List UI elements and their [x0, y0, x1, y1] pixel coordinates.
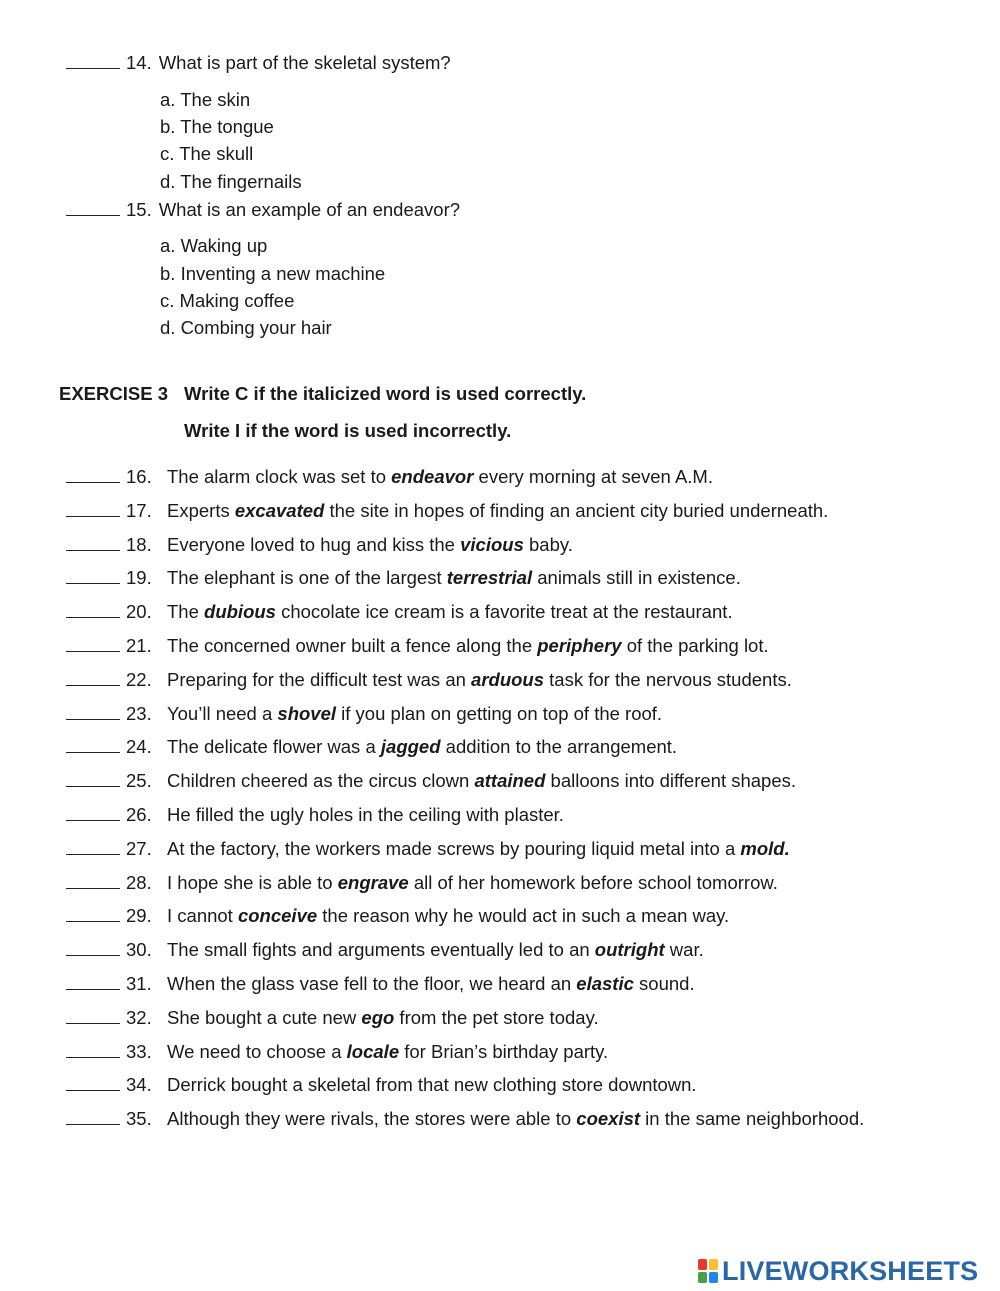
answer-blank[interactable]: [66, 67, 120, 69]
sentence-text: from the pet store today.: [394, 1006, 599, 1028]
vocabulary-word: outright: [594, 939, 665, 961]
item-number: 18.: [126, 533, 152, 555]
sentence-text: The delicate flower was a: [167, 736, 381, 758]
exercise-instruction-correct: Write C if the italicized word is used correctly.: [184, 383, 587, 404]
exercise-item: [66, 567, 741, 589]
exercise-item: [66, 838, 790, 860]
answer-blank[interactable]: [66, 214, 120, 216]
sentence-text: the reason why he would act in such a mean way.: [317, 905, 730, 927]
sentence-text: At the factory, the workers made screws by pouring liquid metal into a: [167, 837, 741, 859]
answer-blank[interactable]: [66, 751, 120, 753]
liveworksheets-logo: [698, 1256, 978, 1287]
answer-blank[interactable]: [66, 920, 120, 922]
exercise-item: [66, 736, 677, 758]
exercise-item: [66, 872, 778, 894]
sentence-text: balloons into different shapes.: [545, 770, 797, 792]
answer-blank[interactable]: [66, 582, 120, 584]
sentence-text: Preparing for the difficult test was an: [167, 668, 472, 690]
exercise-item: [66, 601, 733, 623]
answer-blank[interactable]: [66, 1056, 120, 1058]
sentence-text: of the parking lot.: [621, 635, 769, 656]
vocabulary-word: dubious: [204, 601, 276, 623]
item-number: 17.: [126, 499, 152, 521]
vocabulary-word: mold.: [740, 837, 790, 859]
vocabulary-word: locale: [346, 1040, 400, 1062]
sentence-text: I cannot: [167, 905, 238, 927]
exercise-item: [66, 939, 704, 961]
sentence-text: animals still in existence.: [532, 567, 741, 589]
exercise-item: [66, 1108, 864, 1130]
answer-blank[interactable]: [66, 1089, 120, 1091]
sentence-text: The small fights and arguments eventually led to an: [167, 939, 595, 961]
vocabulary-word: periphery: [537, 635, 622, 656]
vocabulary-word: endeavor: [391, 466, 474, 487]
item-number: 24.: [126, 736, 152, 758]
vocabulary-word: attained: [474, 770, 546, 792]
sentence-text: baby.: [523, 533, 573, 555]
answer-blank[interactable]: [66, 1123, 120, 1125]
exercise-label: EXERCISE 3: [59, 383, 168, 404]
answer-blank[interactable]: [66, 887, 120, 889]
exercise-item: [66, 1074, 697, 1096]
item-number: 30.: [126, 939, 152, 961]
vocabulary-word: vicious: [460, 533, 524, 555]
sentence-text: The alarm clock was set to: [167, 466, 392, 487]
sentence-text: You’ll need a: [167, 702, 278, 724]
sentence-text: The: [167, 601, 205, 623]
answer-blank[interactable]: [66, 853, 120, 855]
sentence-text: war.: [664, 939, 704, 961]
option-d: d. Combing your hair: [160, 317, 332, 338]
option-b: b. The tongue: [160, 116, 274, 137]
vocabulary-word: shovel: [277, 702, 337, 724]
answer-blank[interactable]: [66, 954, 120, 956]
sentence-text: Everyone loved to hug and kiss the: [167, 533, 461, 555]
question-number: 14.: [126, 52, 152, 73]
exercise-item: [66, 1041, 608, 1063]
sentence-text: every morning at seven A.M.: [473, 466, 713, 487]
logo-text: LIVEWORKSHEETS: [722, 1256, 979, 1286]
answer-blank[interactable]: [66, 549, 120, 551]
sentence-text: We need to choose a: [167, 1040, 347, 1062]
item-number: 26.: [126, 804, 152, 825]
exercise-instruction-incorrect: Write I if the word is used incorrectly.: [184, 420, 512, 441]
vocabulary-word: coexist: [576, 1108, 641, 1130]
answer-blank[interactable]: [66, 616, 120, 618]
sentence-text: task for the nervous students.: [544, 668, 792, 690]
answer-blank[interactable]: [66, 785, 120, 787]
answer-blank[interactable]: [66, 988, 120, 990]
answer-blank[interactable]: [66, 684, 120, 686]
option-c: c. Making coffee: [160, 290, 295, 311]
sentence-text: Although they were rivals, the stores were able to: [167, 1108, 577, 1130]
exercise-item: [66, 973, 695, 995]
answer-blank[interactable]: [66, 481, 120, 483]
sentence-text: for Brian’s birthday party.: [399, 1040, 609, 1062]
exercise-item: [66, 1007, 599, 1029]
item-number: 21.: [126, 635, 152, 656]
question-14: [66, 52, 451, 74]
exercise-item: [66, 635, 769, 657]
exercise-item: [66, 669, 792, 691]
vocabulary-word: jagged: [380, 736, 441, 758]
exercise-item: [66, 466, 713, 488]
vocabulary-word: arduous: [471, 668, 545, 690]
sentence-text: chocolate ice cream is a favorite treat at the restaurant.: [275, 601, 733, 623]
vocabulary-word: ego: [361, 1006, 395, 1028]
item-number: 32.: [126, 1006, 152, 1028]
option-b: b. Inventing a new machine: [160, 263, 386, 284]
sentence-text: When the glass vase fell to the floor, we heard an: [167, 973, 577, 994]
item-number: 31.: [126, 973, 152, 994]
sentence-text: The elephant is one of the largest: [167, 567, 447, 589]
sentence-text: She bought a cute new: [167, 1006, 362, 1028]
sentence-text: sound.: [633, 973, 695, 994]
exercise-item: [66, 905, 729, 927]
exercise-item: [66, 770, 796, 792]
sentence-text: Derrick bought a skeletal from that new clothing store downtown.: [167, 1074, 697, 1096]
exercise-item: [66, 804, 564, 826]
option-c: c. The skull: [160, 143, 254, 164]
item-number: 35.: [126, 1108, 152, 1130]
sentence-text: Experts: [167, 499, 235, 521]
sentence-text: if you plan on getting on top of the roof.: [336, 702, 663, 724]
vocabulary-word: conceive: [237, 905, 318, 927]
item-number: 34.: [126, 1074, 152, 1096]
question-number: 15.: [126, 199, 152, 220]
sentence-text: in the same neighborhood.: [640, 1108, 865, 1130]
item-number: 33.: [126, 1040, 152, 1062]
option-a: a. The skin: [160, 89, 251, 110]
answer-blank[interactable]: [66, 1022, 120, 1024]
sentence-text: the site in hopes of finding an ancient city buried underneath.: [324, 499, 829, 521]
vocabulary-word: excavated: [234, 499, 325, 521]
vocabulary-word: elastic: [576, 973, 634, 994]
logo-blocks-icon: [698, 1259, 720, 1285]
question-text: What is an example of an endeavor?: [158, 199, 461, 220]
item-number: 28.: [126, 871, 152, 893]
answer-blank[interactable]: [66, 650, 120, 652]
option-d: d. The fingernails: [160, 171, 302, 192]
question-text: What is part of the skeletal system?: [158, 52, 451, 73]
sentence-text: I hope she is able to: [167, 871, 338, 893]
item-number: 19.: [126, 567, 152, 589]
answer-blank[interactable]: [66, 718, 120, 720]
exercise-item: [66, 534, 573, 556]
vocabulary-word: engrave: [337, 871, 409, 893]
sentence-text: He filled the ugly holes in the ceiling with plaster.: [167, 804, 564, 825]
exercise-item: [66, 703, 662, 725]
item-number: 23.: [126, 702, 152, 724]
sentence-text: all of her homework before school tomorrow.: [408, 871, 778, 893]
vocabulary-word: terrestrial: [446, 567, 533, 589]
item-number: 16.: [126, 466, 152, 487]
exercise-item: [66, 500, 828, 522]
sentence-text: The concerned owner built a fence along the: [167, 635, 538, 656]
sentence-text: Children cheered as the circus clown: [167, 770, 475, 792]
sentence-text: addition to the arrangement.: [440, 736, 678, 758]
question-15: [66, 199, 460, 221]
answer-blank[interactable]: [66, 819, 120, 821]
item-number: 29.: [126, 905, 152, 927]
option-a: a. Waking up: [160, 235, 268, 256]
answer-blank[interactable]: [66, 515, 120, 517]
item-number: 22.: [126, 668, 152, 690]
item-number: 20.: [126, 601, 152, 623]
item-number: 27.: [126, 837, 152, 859]
item-number: 25.: [126, 770, 152, 792]
